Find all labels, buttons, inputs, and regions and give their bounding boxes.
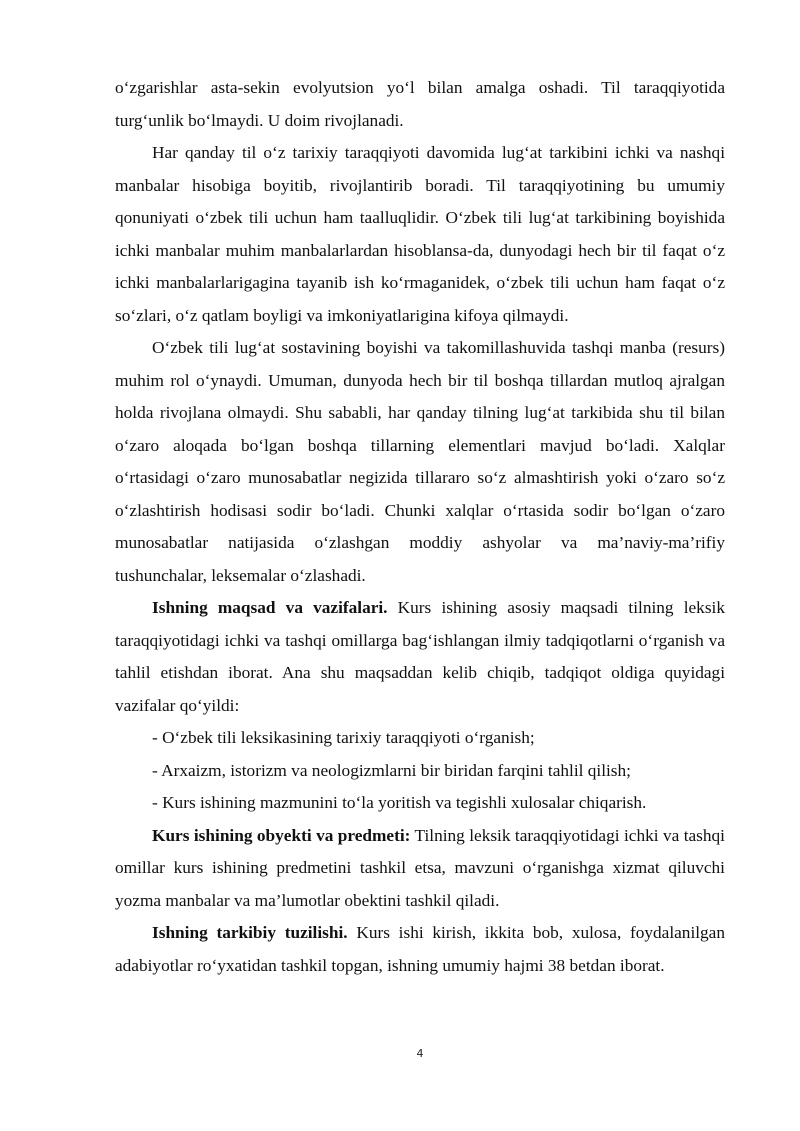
paragraph-1: o‘zgarishlar asta-sekin evolyutsion yo‘l bilan amalga oshadi. Til taraqqiyotida turg‘unlik bo‘lmaydi. U doim rivojlanadi.	[115, 78, 725, 130]
paragraph-2: Har qanday til o‘z tarixiy taraqqiyoti davomida lug‘at tarkibini ichki va nashqi manbalar hisobiga boyitib, rivojlantirib boradi. Til taraqqiyotining bu umumiy qonuniyati o‘zbek tili uchun ham taalluqlidir. O‘zbek tili lug‘at tarkibining boyishida ichki manbalar muhim manbalarlardan hisoblansa-da, dunyodagi hech bir til faqat o‘z ichki manbalarlarigagina tayanib ish ko‘rmaganidek, o‘zbek tili uchun ham faqat o‘z so‘zlari, o‘z qatlam boyligi va imkoniyatlarigina kifoya qilmaydi.	[115, 143, 725, 325]
object-paragraph	[115, 820, 725, 918]
task-item-3: - Kurs ishining mazmunini to‘la yoritish va tegishli xulosalar chiqarish.	[152, 793, 647, 812]
object-text: Tilning leksik taraqqiyotidagi ichki va tashqi omillar kurs ishining predmetini tashkil etsa, mavzuni o‘rganishga xizmat qiluvchi yozma manbalar va ma’lumotlar obektini tashkil qiladi.	[115, 825, 725, 910]
task-item-1: - O‘zbek tili leksikasining tarixiy taraqqiyoti o‘rganish;	[152, 728, 535, 747]
page-number: 4	[416, 1047, 424, 1060]
task-item-2: - Arxaizm, istorizm va neologizmlarni bir biridan farqini tahlil qilish;	[152, 760, 631, 780]
goals-paragraph	[115, 592, 725, 722]
document-page	[115, 72, 725, 982]
paragraph-3: O‘zbek tili lug‘at sostavining boyishi va takomillashuvida tashqi manba (resurs) muhim rol o‘ynaydi. Umuman, dunyoda hech bir til boshqa tillardan mutloq ajralgan holda rivojlana olmaydi. Shu sababli, har qanday tilning lug‘at tarkibida shu til bilan o‘zaro aloqada bo‘lgan boshqa tillarning elementlari mavjud bo‘ladi. Xalqlar o‘rtasidagi o‘zaro munosabatlar negizida tillararo so‘z almashtirish yoki o‘zaro so‘z o‘zlashtirish hodisasi sodir bo‘ladi. Chunki xalqlar o‘rtasida sodir bo‘lgan o‘zaro munosabatlar natijasida o‘zlashgan moddiy ashyolar va ma’naviy-ma’rifiy tushunchalar, leksemalar o‘zlashadi.	[115, 338, 725, 585]
goals-heading: Ishning maqsad va vazifalari.	[152, 598, 388, 617]
structure-text: Kurs ishi kirish, ikkita bob, xulosa, foydalanilgan adabiyotlar ro‘yxatidan tashkil topgan, ishning umumiy hajmi 38 betdan iborat.	[115, 923, 725, 975]
structure-paragraph	[115, 917, 725, 982]
object-heading: Kurs ishining obyekti va predmeti:	[152, 825, 411, 845]
goals-text: Kurs ishining asosiy maqsadi tilning leksik taraqqiyotidagi ichki va tashqi omillarga bag‘ishlangan ilmiy tadqiqotlarni o‘rganish va tahlil etishdan iborat. Ana shu maqsaddan kelib chiqib, tadqiqot oldiga quyidagi vazifalar qo‘yildi:	[115, 598, 725, 715]
structure-heading: Ishning tarkibiy tuzilishi.	[152, 923, 348, 942]
